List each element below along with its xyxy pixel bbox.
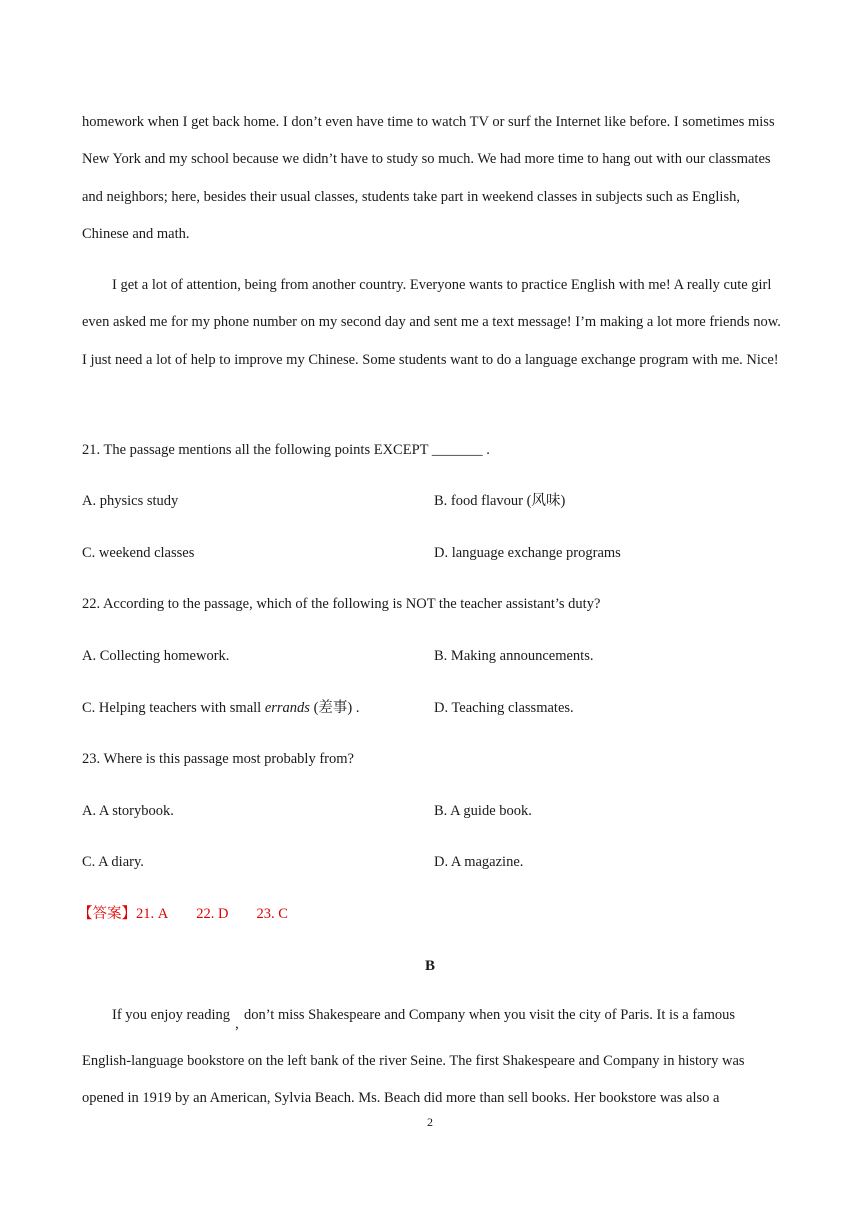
question-22-stem: 22. According to the passage, which of the following is NOT the teacher assistant’s duty?: [82, 596, 601, 612]
question-22-option-b: B. Making announcements.: [434, 648, 594, 664]
page-number: 2: [427, 1115, 433, 1129]
passage-a-paragraph-1: homework when I get back home. I don’t even have time to watch TV or surf the Internet like before. I sometimes miss New York and my school because we didn’t have to study so much. We had more time to hang out with our classmates and neighbors; here, besides their usual classes, students take part in weekend classes in subjects such as English, Chinese and math.: [82, 114, 775, 242]
answer-23: 23. C: [256, 906, 288, 922]
question-21-option-b: B. food flavour (风味): [434, 493, 566, 509]
question-21-option-a: A. physics study: [82, 493, 179, 509]
question-22-option-c-italic: errands: [264, 700, 310, 716]
answer-22: 22. D: [196, 906, 229, 922]
question-21-option-d: D. language exchange programs: [434, 545, 621, 561]
question-23-option-d: D. A magazine.: [434, 854, 524, 870]
question-21-stem: 21. The passage mentions all the following points EXCEPT _______ .: [82, 442, 490, 458]
section-b-first-line: [112, 1005, 736, 1032]
question-22-option-d: D. Teaching classmates.: [434, 700, 574, 716]
question-23-option-a: A. A storybook.: [82, 803, 174, 819]
section-b-paragraph: English-language bookstore on the left bank of the river Seine. The first Shakespeare and Company in history was opened in 1919 by an American, Sylvia Beach. Ms. Beach did more than sell books. Her bookstore was also a: [82, 1053, 745, 1107]
answer-label: 【答案】: [78, 906, 136, 922]
answer-key: [78, 904, 288, 924]
section-b-heading: B: [424, 958, 435, 974]
question-23-option-c: C. A diary.: [82, 854, 144, 870]
question-22-option-c-suffix: (差事) .: [309, 700, 360, 716]
section-b-comma: ,: [235, 1016, 239, 1032]
question-22-option-a: A. Collecting homework.: [82, 648, 230, 664]
question-23-stem: 23. Where is this passage most probably from?: [82, 751, 354, 767]
passage-a-paragraph-2: I get a lot of attention, being from another country. Everyone wants to practice English with me! A really cute girl even asked me for my phone number on my second day and sent me a text message! I’m making a lot more friends now. I just need a lot of help to improve my Chinese. Some students want to do a language exchange program with me. Nice!: [82, 277, 781, 368]
answer-21: 21. A: [136, 906, 169, 922]
section-b-first-line-start: If you enjoy reading: [112, 1007, 230, 1023]
section-b-first-line-end: don’t miss Shakespeare and Company when you visit the city of Paris. It is a famous: [243, 1007, 736, 1023]
question-23-option-b: B. A guide book.: [434, 803, 532, 819]
question-21-option-c: C. weekend classes: [82, 545, 195, 561]
question-22-option-c: [82, 698, 360, 718]
question-22-option-c-prefix: C. Helping teachers with small: [82, 700, 265, 716]
